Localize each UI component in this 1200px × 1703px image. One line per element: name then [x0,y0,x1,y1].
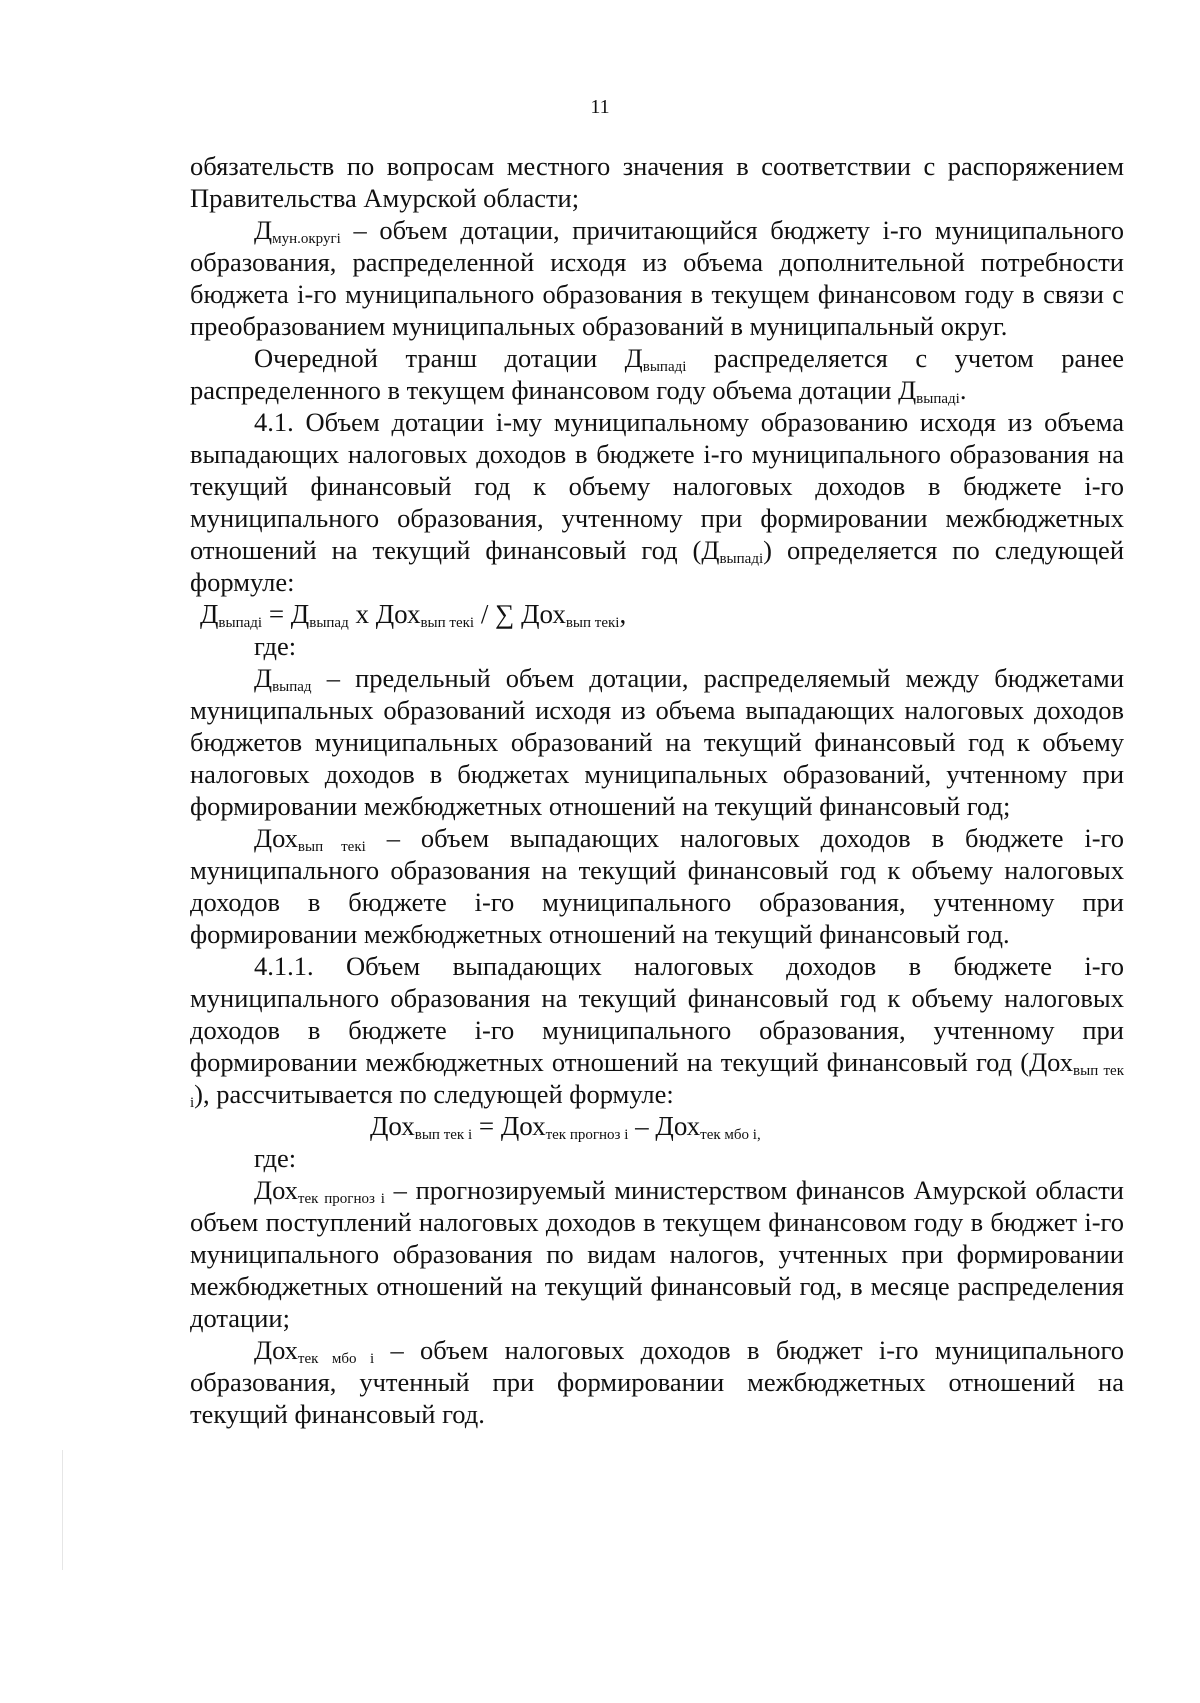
paragraph-continuation: обязательств по вопросам местного значения в соответствии с распоряжением Правительства Амурской области; [190,151,1124,213]
paragraph-4-1: 4.1. Объем дотации і-му муниципальному образованию исходя из объема выпадающих налоговых доходов в бюджете і-го муниципального образования на текущий финансовый год к объему налоговых доходов в бюджете і-го муниципального образования, учтенному при формировании межбюджетных отношений на текущий финансовый год $(Д_{выпадi})$ определяется по следующей формуле: [190,407,1125,597]
paragraph-tranche: Очередной транш дотации $Д_{выпадi}$ распределяется с учетом ранее распределенного в текущем финансовом году объема дотации $Д_{выпадi}$. [190,343,1124,407]
formula-d-vypad: $Д_{выпадi} = Д_{выпад}$ х Дох$_{вып текi}$ / ∑ Дох$_{вып текi}$, [200,599,627,631]
where-label-2: где: [254,1143,297,1173]
definition-dox-tek-prognoz: Дох$_{тек прогноз i}$ – прогнозируемый министерством финансов Амурской области объем поступлений налоговых доходов в текущем финансовом году в бюджет і-го муниципального образования по видам налогов, учтенных при формировании межбюджетных отношений на текущий финансовый год, в месяце распределения дотации; [190,1175,1124,1333]
definition-dox-tek-mbo: Дох$_{тек мбо i}$ – объем налоговых доходов в бюджет і-го муниципального образования, учтенный при формировании межбюджетных отношений на текущий финансовый год. [190,1335,1124,1429]
where-label-1: где: [254,631,297,661]
paragraph-4-1-1: 4.1.1. Объем выпадающих налоговых доходов в бюджете і-го муниципального образования на текущий финансовый год к объему налоговых доходов в бюджете і-го муниципального образования, учтенному при формировании межбюджетных отношений на текущий финансовый год (Дох$_{вып тек i}$), рассчитывается по следующей формуле: [190,951,1124,1111]
definition-d-mun-okrug: $Д_{мун.округі}$ – объем дотации, причитающийся бюджету і-го муниципального образования, распределенной исходя из объема дополнительной потребности бюджета і-го муниципального образования в текущем финансовом году в связи с преобразованием муниципальных образований в муниципальный округ. [190,215,1124,341]
formula-dox-vyp-tek: Дох$_{вып тек i}$ = Дох$_{тек прогноз i}$ – Дох$_{тек мбо i,}$ [370,1111,761,1143]
definition-dox-vyp-tek: Дох$_{вып текi}$ – объем выпадающих налоговых доходов в бюджете і-го муниципального образования на текущий финансовый год к объему налоговых доходов в бюджете і-го муниципального образования, учтенному при формировании межбюджетных отношений на текущий финансовый год. [190,823,1124,949]
scan-margin-line [62,1450,63,1570]
page-number: 11 [590,96,610,118]
definition-d-vypad: $Д_{выпад}$ – предельный объем дотации, распределяемый между бюджетами муниципальных образований исходя из объема выпадающих налоговых доходов бюджетов муниципальных образований на текущий финансовый год к объему налоговых доходов в бюджетах муниципальных образований, учтенному при формировании межбюджетных отношений на текущий финансовый год; [190,663,1124,821]
document-body [190,150,1124,1430]
